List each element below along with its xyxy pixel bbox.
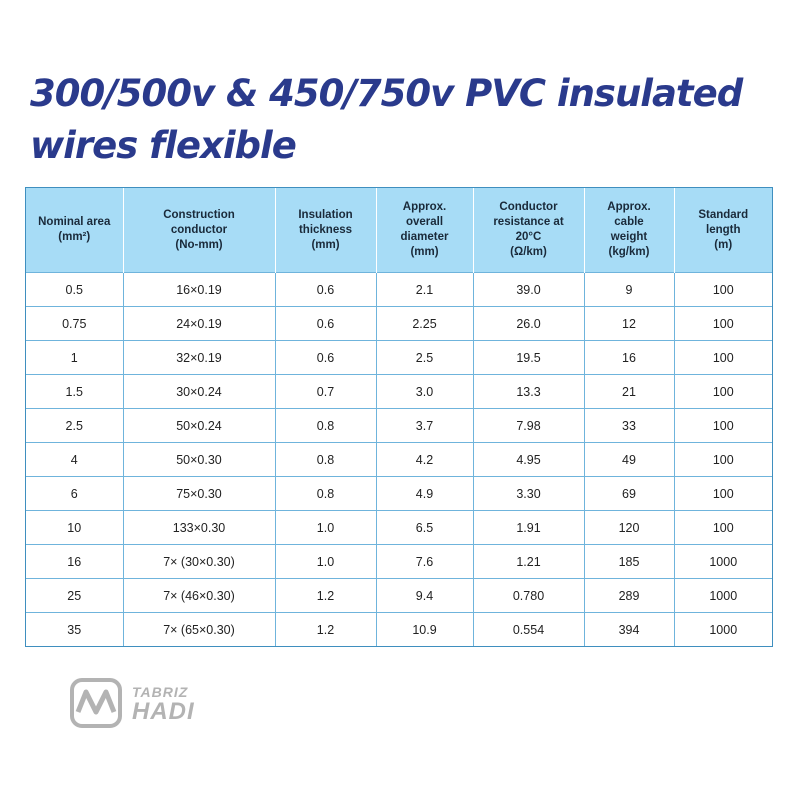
table-cell: 7.98: [473, 409, 584, 443]
table-row: [26, 409, 772, 443]
column-header-line: weight: [610, 231, 648, 243]
column-header-line: Conductor: [499, 201, 558, 213]
table-row: [26, 273, 772, 307]
column-header: [473, 188, 584, 273]
table-cell: 16×0.19: [123, 273, 275, 307]
table-cell: 49: [584, 443, 674, 477]
table-row: [26, 477, 772, 511]
logo-line1: TABRIZ: [132, 684, 189, 700]
table-cell: 1: [26, 341, 123, 375]
table-cell: 0.780: [473, 579, 584, 613]
table-cell: 16: [584, 341, 674, 375]
column-header-line: diameter: [400, 231, 449, 243]
table-cell: 100: [674, 375, 772, 409]
column-header: [26, 188, 123, 273]
table-row: [26, 511, 772, 545]
table-cell: 9.4: [376, 579, 473, 613]
table-cell: 6: [26, 477, 123, 511]
table-cell: 7× (65×0.30): [123, 613, 275, 647]
table-cell: 1.21: [473, 545, 584, 579]
table-cell: 0.8: [275, 443, 376, 477]
column-header-line: thickness: [298, 223, 353, 236]
table-row: [26, 545, 772, 579]
column-header-line: (m): [714, 238, 733, 251]
table-cell: 0.75: [26, 307, 123, 341]
column-header-line: resistance at: [493, 216, 564, 228]
column-header-line: Insulation: [298, 208, 353, 221]
column-header-line: overall: [405, 216, 444, 228]
table-cell: 1.5: [26, 375, 123, 409]
table-cell: 120: [584, 511, 674, 545]
table-row: [26, 307, 772, 341]
table-cell: 1.2: [275, 613, 376, 647]
table-cell: 4.9: [376, 477, 473, 511]
table-cell: 4: [26, 443, 123, 477]
column-header-line: (No-mm): [175, 238, 223, 251]
table-cell: 2.5: [26, 409, 123, 443]
table-cell: 7× (46×0.30): [123, 579, 275, 613]
table-cell: 7× (30×0.30): [123, 545, 275, 579]
wave-logo-icon: [70, 678, 122, 728]
table-cell: 100: [674, 443, 772, 477]
column-header-line: Nominal area: [38, 216, 111, 228]
table-cell: 75×0.30: [123, 477, 275, 511]
table-cell: 0.6: [275, 273, 376, 307]
table-cell: 2.25: [376, 307, 473, 341]
column-header: [674, 188, 772, 273]
table-cell: 30×0.24: [123, 375, 275, 409]
table-cell: 2.1: [376, 273, 473, 307]
table-cell: 33: [584, 409, 674, 443]
table-cell: 100: [674, 273, 772, 307]
table-cell: 100: [674, 477, 772, 511]
table-cell: 10: [26, 511, 123, 545]
table-cell: 1.0: [275, 511, 376, 545]
table-cell: 0.8: [275, 409, 376, 443]
column-header: [123, 188, 275, 273]
column-header-line: Construction: [163, 208, 235, 221]
table-cell: 0.554: [473, 613, 584, 647]
table-cell: 35: [26, 613, 123, 647]
table-cell: 10.9: [376, 613, 473, 647]
table-cell: 1.91: [473, 511, 584, 545]
table-row: [26, 443, 772, 477]
specs-table-container: [25, 187, 773, 647]
table-cell: 25: [26, 579, 123, 613]
specs-table: [26, 188, 772, 646]
table-cell: 0.6: [275, 341, 376, 375]
logo-wordmark: [132, 684, 195, 724]
table-cell: 0.7: [275, 375, 376, 409]
table-cell: 32×0.19: [123, 341, 275, 375]
column-header: [275, 188, 376, 273]
table-cell: 1.2: [275, 579, 376, 613]
column-header-line: length: [706, 223, 741, 236]
table-cell: 4.2: [376, 443, 473, 477]
table-cell: 24×0.19: [123, 307, 275, 341]
table-cell: 1.0: [275, 545, 376, 579]
table-cell: 26.0: [473, 307, 584, 341]
table-cell: 39.0: [473, 273, 584, 307]
table-cell: 21: [584, 375, 674, 409]
column-header-line: Approx.: [607, 201, 651, 213]
table-cell: 3.30: [473, 477, 584, 511]
table-cell: 1000: [674, 545, 772, 579]
table-cell: 100: [674, 409, 772, 443]
column-header-line: cable: [614, 216, 644, 228]
column-header: [584, 188, 674, 273]
table-cell: 394: [584, 613, 674, 647]
column-header-line: Approx.: [402, 201, 447, 213]
table-cell: 4.95: [473, 443, 584, 477]
table-cell: 50×0.24: [123, 409, 275, 443]
table-cell: 12: [584, 307, 674, 341]
column-header-line: (mm): [410, 246, 439, 258]
table-cell: 185: [584, 545, 674, 579]
table-cell: 1000: [674, 613, 772, 647]
table-cell: 0.5: [26, 273, 123, 307]
table-cell: 2.5: [376, 341, 473, 375]
logo-line2: HADI: [132, 698, 195, 725]
table-row: [26, 375, 772, 409]
table-cell: 50×0.30: [123, 443, 275, 477]
table-cell: 6.5: [376, 511, 473, 545]
column-header-line: conductor: [170, 223, 228, 236]
table-cell: 0.6: [275, 307, 376, 341]
column-header-line: 20°C: [515, 231, 542, 243]
table-body: [26, 273, 772, 647]
table-cell: 9: [584, 273, 674, 307]
table-cell: 16: [26, 545, 123, 579]
table-header-row: [26, 188, 772, 273]
table-cell: 13.3: [473, 375, 584, 409]
table-row: [26, 579, 772, 613]
table-cell: 133×0.30: [123, 511, 275, 545]
table-cell: 3.0: [376, 375, 473, 409]
table-cell: 19.5: [473, 341, 584, 375]
table-cell: 69: [584, 477, 674, 511]
table-cell: 3.7: [376, 409, 473, 443]
table-cell: 7.6: [376, 545, 473, 579]
brand-logo: [70, 678, 230, 730]
table-cell: 1000: [674, 579, 772, 613]
table-row: [26, 613, 772, 647]
table-cell: 100: [674, 341, 772, 375]
column-header-line: (mm²): [58, 231, 91, 243]
column-header: [376, 188, 473, 273]
table-cell: 100: [674, 511, 772, 545]
column-header-line: Standard: [698, 208, 749, 221]
column-header-line: (kg/km): [608, 246, 650, 258]
table-cell: 100: [674, 307, 772, 341]
column-header-line: (mm): [311, 238, 340, 251]
table-cell: 289: [584, 579, 674, 613]
table-row: [26, 341, 772, 375]
column-header-line: (Ω/km): [510, 246, 547, 258]
page-title: 300/500v & 450/750v PVC insulated wires flexible: [30, 72, 743, 167]
table-cell: 0.8: [275, 477, 376, 511]
